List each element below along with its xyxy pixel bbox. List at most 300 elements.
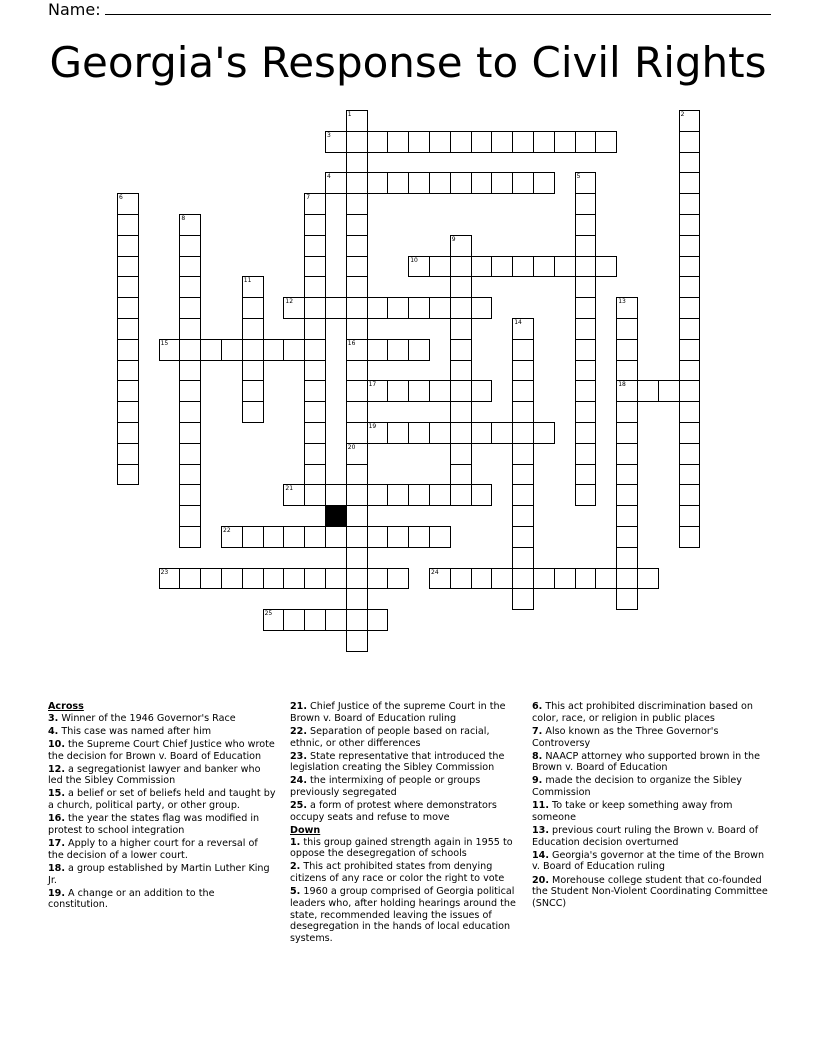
grid-cell[interactable]: [679, 484, 701, 506]
clue-number: 11: [243, 277, 252, 285]
grid-cell[interactable]: [616, 422, 638, 444]
down-clue: [290, 861, 522, 884]
clue-text: This case was named after him: [58, 725, 212, 737]
clue-text: a form of protest where demonstrators occupy seats and refuse to move: [290, 800, 497, 823]
grid-cell[interactable]: [117, 318, 139, 340]
grid-cell[interactable]: [616, 505, 638, 527]
down-clue: [532, 825, 768, 848]
grid-cell[interactable]: [179, 401, 201, 423]
across-clue: [290, 726, 522, 749]
down-clue: [532, 800, 768, 823]
grid-cell[interactable]: [179, 360, 201, 382]
clue-number: 18: [618, 381, 626, 389]
grid-cell[interactable]: [679, 256, 701, 278]
grid-cell[interactable]: [471, 256, 493, 278]
grid-cell[interactable]: [679, 401, 701, 423]
down-clue: [290, 886, 522, 945]
grid-cell[interactable]: [325, 609, 347, 631]
grid-cell[interactable]: [533, 172, 555, 194]
grid-cell[interactable]: [263, 339, 285, 361]
grid-cell[interactable]: [450, 318, 472, 340]
grid-cell[interactable]: [679, 360, 701, 382]
across-clue: [290, 775, 522, 798]
grid-cell[interactable]: [512, 422, 534, 444]
grid-cell[interactable]: [533, 568, 555, 590]
grid-cell[interactable]: [450, 360, 472, 382]
grid-cell[interactable]: [471, 172, 493, 194]
grid-cell[interactable]: [367, 297, 389, 319]
grid-cell[interactable]: [304, 360, 326, 382]
across-clue: [48, 813, 276, 836]
grid-cell[interactable]: [242, 360, 264, 382]
grid-cell[interactable]: [616, 568, 638, 590]
grid-cell[interactable]: [179, 297, 201, 319]
grid-cell[interactable]: [450, 297, 472, 319]
clue-number-label: 24.: [290, 775, 307, 787]
grid-cell[interactable]: [283, 339, 305, 361]
grid-cell[interactable]: [616, 443, 638, 465]
grid-cell[interactable]: [408, 526, 430, 548]
grid-cell[interactable]: [117, 339, 139, 361]
clue-text: previous court ruling the Brown v. Board of Education decision overturned: [532, 824, 759, 848]
grid-cell[interactable]: [283, 609, 305, 631]
grid-cell[interactable]: [346, 630, 368, 652]
grid-cell[interactable]: [575, 422, 597, 444]
grid-cell[interactable]: [346, 214, 368, 236]
grid-cell[interactable]: [304, 256, 326, 278]
grid-cell[interactable]: [179, 505, 201, 527]
clue-text: this group gained strength again in 1955 to oppose the desegregation of schools: [290, 836, 513, 860]
grid-cell[interactable]: [387, 297, 409, 319]
grid-cell[interactable]: [325, 484, 347, 506]
grid-cell[interactable]: [242, 318, 264, 340]
clue-number-label: 8.: [532, 750, 543, 762]
grid-cell[interactable]: [367, 568, 389, 590]
grid-cell[interactable]: [179, 422, 201, 444]
grid-cell[interactable]: [595, 131, 617, 153]
clue-number: 12: [285, 298, 294, 306]
grid-cell[interactable]: [512, 380, 534, 402]
grid-cell[interactable]: [179, 339, 201, 361]
grid-cell[interactable]: [179, 484, 201, 506]
grid-cell[interactable]: [408, 380, 430, 402]
grid-cell[interactable]: [575, 131, 597, 153]
grid-cell[interactable]: [575, 297, 597, 319]
grid-cell[interactable]: [408, 422, 430, 444]
clue-number-label: 2.: [290, 861, 301, 873]
clue-number: 24: [431, 568, 439, 576]
grid-cell[interactable]: [512, 484, 534, 506]
grid-cell[interactable]: [429, 297, 451, 319]
clue-text: a group established by Martin Luther King Jr.: [48, 862, 270, 886]
grid-cell[interactable]: [346, 235, 368, 257]
grid-cell[interactable]: [471, 297, 493, 319]
grid-cell[interactable]: [117, 422, 139, 444]
grid-cell[interactable]: [512, 360, 534, 382]
across-clue: [48, 764, 276, 787]
grid-cell[interactable]: [263, 568, 285, 590]
grid-cell[interactable]: [408, 484, 430, 506]
grid-cell[interactable]: [346, 526, 368, 548]
grid-cell[interactable]: [117, 214, 139, 236]
grid-cell[interactable]: [304, 443, 326, 465]
grid-cell[interactable]: [637, 380, 659, 402]
grid-cell[interactable]: [575, 360, 597, 382]
grid-cell[interactable]: [554, 568, 576, 590]
grid-cell[interactable]: [304, 526, 326, 548]
grid-cell[interactable]: [450, 422, 472, 444]
grid-cell[interactable]: [367, 339, 389, 361]
grid-cell[interactable]: [283, 568, 305, 590]
grid-cell[interactable]: [221, 568, 243, 590]
grid-cell[interactable]: [429, 422, 451, 444]
grid-cell[interactable]: [658, 380, 680, 402]
clue-number: 3: [327, 131, 331, 139]
grid-cell[interactable]: [200, 568, 222, 590]
grid-cell[interactable]: [679, 526, 701, 548]
grid-cell[interactable]: [575, 401, 597, 423]
grid-cell[interactable]: [304, 464, 326, 486]
grid-cell[interactable]: [304, 422, 326, 444]
grid-block: [325, 505, 347, 527]
clue-text: State representative that introduced the legislation creating the Sibley Commission: [290, 750, 505, 774]
grid-cell[interactable]: [679, 505, 701, 527]
grid-cell[interactable]: [304, 401, 326, 423]
grid-cell[interactable]: [575, 339, 597, 361]
clue-number: 21: [285, 485, 294, 493]
name-blank-line[interactable]: [105, 0, 771, 15]
grid-cell[interactable]: [471, 380, 493, 402]
grid-cell[interactable]: [304, 609, 326, 631]
clue-number: 16: [347, 339, 356, 347]
grid-cell[interactable]: [117, 360, 139, 382]
grid-cell[interactable]: [179, 235, 201, 257]
grid-cell[interactable]: [242, 568, 264, 590]
grid-cell[interactable]: [616, 588, 638, 610]
grid-cell[interactable]: [263, 526, 285, 548]
grid-cell[interactable]: [304, 339, 326, 361]
clue-number: 20: [347, 443, 356, 451]
grid-cell[interactable]: [346, 505, 368, 527]
grid-cell[interactable]: [429, 380, 451, 402]
clue-number: 10: [410, 256, 418, 264]
grid-cell[interactable]: [450, 131, 472, 153]
grid-cell[interactable]: [575, 193, 597, 215]
grid-cell[interactable]: [325, 568, 347, 590]
grid-cell[interactable]: [408, 297, 430, 319]
grid-cell[interactable]: [512, 131, 534, 153]
grid-cell[interactable]: [450, 256, 472, 278]
grid-cell[interactable]: [575, 484, 597, 506]
clue-number-label: 12.: [48, 763, 65, 775]
grid-cell[interactable]: [575, 256, 597, 278]
grid-cell[interactable]: [512, 526, 534, 548]
grid-cell[interactable]: [679, 193, 701, 215]
grid-cell[interactable]: [325, 526, 347, 548]
grid-cell[interactable]: [679, 380, 701, 402]
across-clue: [48, 888, 276, 911]
grid-cell[interactable]: [616, 464, 638, 486]
grid-cell[interactable]: [429, 131, 451, 153]
across-clue: [290, 701, 522, 724]
grid-cell[interactable]: [616, 484, 638, 506]
grid-cell[interactable]: [304, 380, 326, 402]
clue-number: 23: [160, 568, 169, 576]
grid-cell[interactable]: [179, 526, 201, 548]
grid-cell[interactable]: [533, 256, 555, 278]
clue-number-label: 21.: [290, 701, 307, 712]
grid-cell[interactable]: [408, 339, 430, 361]
grid-cell[interactable]: [346, 547, 368, 569]
grid-cell[interactable]: [387, 172, 409, 194]
grid-cell[interactable]: [304, 214, 326, 236]
grid-cell[interactable]: [346, 256, 368, 278]
grid-cell[interactable]: [512, 568, 534, 590]
clue-text: Georgia's governor at the time of the Brown v. Board of Education ruling: [532, 849, 765, 873]
grid-cell[interactable]: [179, 568, 201, 590]
grid-cell[interactable]: [387, 339, 409, 361]
grid-cell[interactable]: [367, 526, 389, 548]
grid-cell[interactable]: [575, 568, 597, 590]
grid-cell[interactable]: [616, 360, 638, 382]
grid-cell[interactable]: [491, 172, 513, 194]
grid-cell[interactable]: [429, 256, 451, 278]
grid-cell[interactable]: [304, 235, 326, 257]
grid-cell[interactable]: [346, 360, 368, 382]
grid-cell[interactable]: [387, 526, 409, 548]
grid-cell[interactable]: [491, 422, 513, 444]
down-clue: [532, 775, 768, 798]
grid-cell[interactable]: [491, 256, 513, 278]
grid-cell[interactable]: [304, 276, 326, 298]
grid-cell[interactable]: [346, 568, 368, 590]
grid-cell[interactable]: [179, 380, 201, 402]
grid-cell[interactable]: [575, 235, 597, 257]
grid-cell[interactable]: [387, 484, 409, 506]
grid-cell[interactable]: [491, 131, 513, 153]
grid-cell[interactable]: [575, 443, 597, 465]
grid-cell[interactable]: [346, 318, 368, 340]
grid-cell[interactable]: [117, 235, 139, 257]
down-clue: [532, 850, 768, 873]
grid-cell[interactable]: [471, 484, 493, 506]
grid-cell[interactable]: [450, 380, 472, 402]
clue-number: 14: [514, 319, 522, 326]
down-clue: [532, 875, 768, 910]
grid-cell[interactable]: [512, 547, 534, 569]
grid-cell[interactable]: [179, 256, 201, 278]
grid-cell[interactable]: [679, 276, 701, 298]
down-heading: Down: [290, 824, 321, 836]
grid-cell[interactable]: [242, 380, 264, 402]
grid-cell[interactable]: [679, 422, 701, 444]
grid-cell[interactable]: [429, 172, 451, 194]
clue-number-label: 22.: [290, 725, 307, 737]
grid-cell[interactable]: [242, 526, 264, 548]
grid-cell[interactable]: [346, 152, 368, 174]
clue-text: This act prohibited states from denying citizens of any race or color the right to vote: [290, 861, 505, 885]
grid-cell[interactable]: [575, 214, 597, 236]
grid-cell[interactable]: [117, 256, 139, 278]
grid-cell[interactable]: [387, 380, 409, 402]
clue-text: A change or an addition to the constitution.: [48, 887, 215, 911]
grid-cell[interactable]: [346, 422, 368, 444]
grid-cell[interactable]: [679, 443, 701, 465]
across-clue: [48, 838, 276, 861]
grid-cell[interactable]: [471, 422, 493, 444]
grid-cell[interactable]: [616, 526, 638, 548]
grid-cell[interactable]: [117, 401, 139, 423]
grid-cell[interactable]: [450, 276, 472, 298]
grid-cell[interactable]: [304, 318, 326, 340]
clue-text: Apply to a higher court for a reversal of the decision of a lower court.: [48, 838, 258, 861]
grid-cell[interactable]: [616, 339, 638, 361]
grid-cell[interactable]: [575, 318, 597, 340]
grid-cell[interactable]: [679, 131, 701, 153]
grid-cell[interactable]: [325, 297, 347, 319]
grid-cell[interactable]: [117, 276, 139, 298]
grid-cell[interactable]: [512, 401, 534, 423]
grid-cell[interactable]: [346, 401, 368, 423]
grid-cell[interactable]: [346, 484, 368, 506]
grid-cell[interactable]: [117, 464, 139, 486]
grid-cell[interactable]: [200, 339, 222, 361]
clue-number-label: 18.: [48, 862, 65, 874]
grid-cell[interactable]: [679, 214, 701, 236]
grid-cell[interactable]: [679, 464, 701, 486]
grid-cell[interactable]: [450, 484, 472, 506]
grid-cell[interactable]: [679, 318, 701, 340]
grid-cell[interactable]: [179, 443, 201, 465]
grid-cell[interactable]: [429, 526, 451, 548]
grid-cell[interactable]: [117, 380, 139, 402]
grid-cell[interactable]: [512, 256, 534, 278]
across-clue: [48, 713, 276, 725]
grid-cell[interactable]: [408, 172, 430, 194]
clue-text: 1960 a group comprised of Georgia political leaders who, after holding hearings around the state, recommended leaving the issues of desegregation in the hands of local education systems.: [290, 886, 516, 945]
clue-number: 5: [576, 173, 581, 181]
clue-number-label: 13.: [532, 824, 549, 836]
grid-cell[interactable]: [429, 484, 451, 506]
grid-cell[interactable]: [450, 172, 472, 194]
grid-cell[interactable]: [367, 609, 389, 631]
page-title: Georgia's Response to Civil Rights: [49, 38, 767, 87]
grid-cell[interactable]: [387, 568, 409, 590]
grid-cell[interactable]: [575, 380, 597, 402]
clue-text: This act prohibited discrimination based on color, race, or religion in public places: [532, 701, 753, 724]
grid-cell[interactable]: [367, 172, 389, 194]
grid-cell[interactable]: [450, 443, 472, 465]
grid-cell[interactable]: [367, 131, 389, 153]
grid-cell[interactable]: [304, 484, 326, 506]
across-clue: [290, 751, 522, 774]
grid-cell[interactable]: [471, 568, 493, 590]
grid-cell[interactable]: [179, 276, 201, 298]
grid-cell[interactable]: [450, 339, 472, 361]
grid-cell[interactable]: [554, 131, 576, 153]
clue-number: 4: [327, 173, 331, 181]
grid-cell[interactable]: [679, 235, 701, 257]
across-clue: [48, 726, 276, 738]
grid-cell[interactable]: [408, 131, 430, 153]
grid-cell[interactable]: [512, 443, 534, 465]
grid-cell[interactable]: [117, 443, 139, 465]
grid-cell[interactable]: [117, 297, 139, 319]
clue-number-label: 23.: [290, 750, 307, 762]
grid-cell[interactable]: [616, 547, 638, 569]
grid-cell[interactable]: [679, 172, 701, 194]
grid-cell[interactable]: [387, 131, 409, 153]
grid-cell[interactable]: [450, 401, 472, 423]
clue-number: 25: [264, 610, 273, 618]
grid-cell[interactable]: [512, 588, 534, 610]
grid-cell[interactable]: [679, 339, 701, 361]
grid-cell[interactable]: [450, 568, 472, 590]
clue-text: NAACP attorney who supported brown in the Brown v. Board of Education: [532, 750, 761, 774]
clue-text: made the decision to organize the Sibley Commission: [532, 775, 742, 799]
clue-number: 9: [451, 235, 456, 243]
grid-cell[interactable]: [616, 318, 638, 340]
grid-cell[interactable]: [575, 464, 597, 486]
grid-cell[interactable]: [346, 276, 368, 298]
grid-cell[interactable]: [346, 193, 368, 215]
clue-number-label: 15.: [48, 788, 65, 800]
grid-cell[interactable]: [637, 568, 659, 590]
grid-cell[interactable]: [554, 256, 576, 278]
grid-cell[interactable]: [616, 401, 638, 423]
grid-cell[interactable]: [595, 256, 617, 278]
grid-cell[interactable]: [471, 131, 493, 153]
grid-cell[interactable]: [595, 568, 617, 590]
grid-cell[interactable]: [387, 422, 409, 444]
grid-cell[interactable]: [346, 172, 368, 194]
grid-cell[interactable]: [346, 297, 368, 319]
grid-cell[interactable]: [512, 464, 534, 486]
clue-number-label: 20.: [532, 874, 549, 886]
grid-cell[interactable]: [533, 422, 555, 444]
clue-text: the year the states flag was modified in protest to school integration: [48, 813, 260, 836]
grid-cell[interactable]: [283, 526, 305, 548]
clue-number-label: 3.: [48, 712, 59, 724]
clue-text: Chief Justice of the supreme Court in the Brown v. Board of Education ruling: [290, 701, 506, 724]
grid-cell[interactable]: [575, 276, 597, 298]
grid-cell[interactable]: [242, 339, 264, 361]
grid-cell[interactable]: [367, 484, 389, 506]
grid-cell[interactable]: [346, 609, 368, 631]
grid-cell[interactable]: [512, 505, 534, 527]
grid-cell[interactable]: [679, 152, 701, 174]
grid-cell[interactable]: [491, 568, 513, 590]
grid-cell[interactable]: [450, 464, 472, 486]
grid-cell[interactable]: [346, 380, 368, 402]
grid-cell[interactable]: [679, 297, 701, 319]
grid-cell[interactable]: [304, 568, 326, 590]
grid-cell[interactable]: [346, 131, 368, 153]
grid-cell[interactable]: [346, 464, 368, 486]
grid-cell[interactable]: [304, 297, 326, 319]
grid-cell[interactable]: [533, 131, 555, 153]
grid-cell[interactable]: [179, 464, 201, 486]
grid-cell[interactable]: [512, 339, 534, 361]
grid-cell[interactable]: [512, 172, 534, 194]
clue-text: the Supreme Court Chief Justice who wrote the decision for Brown v. Board of Education: [48, 738, 275, 762]
grid-cell[interactable]: [242, 297, 264, 319]
grid-cell[interactable]: [346, 588, 368, 610]
grid-cell[interactable]: [179, 318, 201, 340]
name-field[interactable]: [48, 0, 771, 19]
grid-cell[interactable]: [242, 401, 264, 423]
grid-cell[interactable]: [221, 339, 243, 361]
